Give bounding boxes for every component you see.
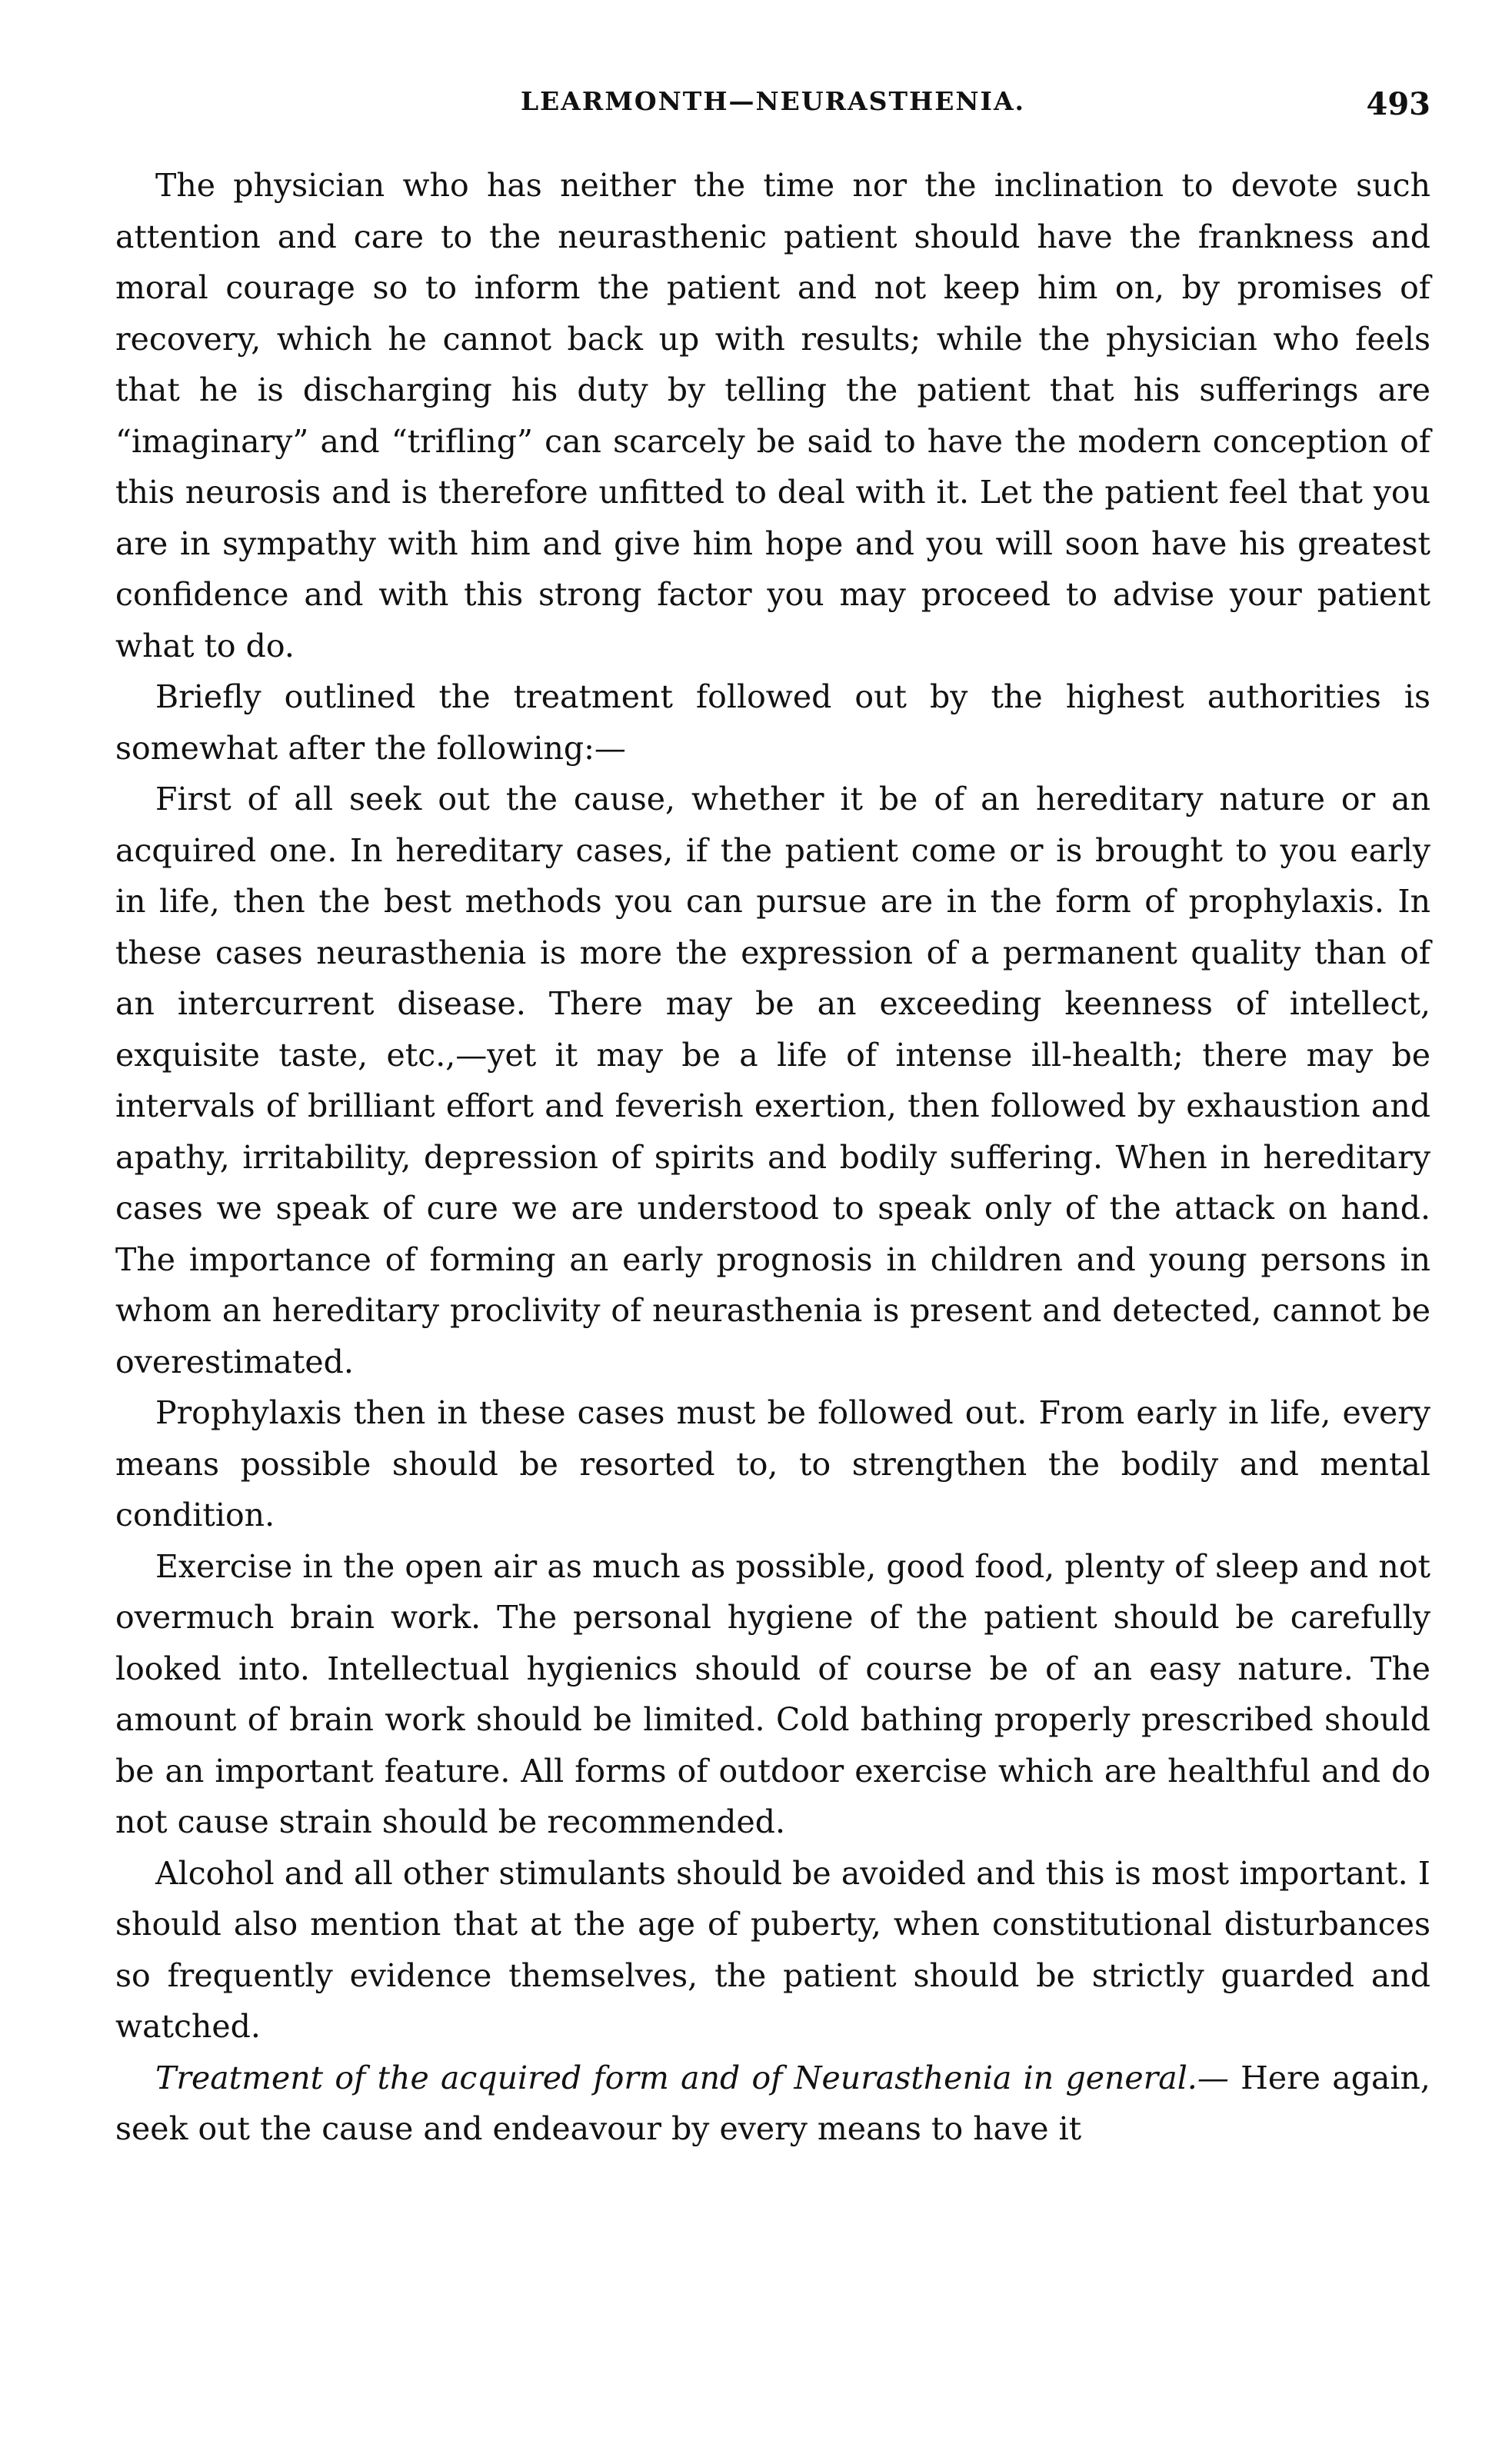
body-paragraph: The physician who has neither the time nor the inclination to devote such attention and care to the neurasthenic patient should have the frankness and moral courage so to inform the patient and not keep him on, by promises of recovery, which he cannot back up with results; while the physician who feels that he is discharging his duty by telling the patient that his sufferings are “imaginary” and “trifling” can scarcely be said to have the modern conception of this neurosis and is therefore unfitted to deal with it. Let the patient feel that you are in sympathy with him and give him hope and you will soon have his greatest confidence and with this strong factor you may proceed to advise your patient what to do.	[115, 167, 1430, 664]
section-heading: Treatment of the acquired form and of Neurasthenia in general.—	[155, 2059, 1229, 2096]
body-paragraph: Alcohol and all other stimulants should be avoided and this is most important. I should also mention that at the age of puberty, when constitutional disturbances so frequently evidence themselves, the patient should be strictly guarded and watched.	[115, 1854, 1430, 2045]
book-page	[115, 86, 1430, 2155]
section-body-text: Here again, seek out the cause and endeavour by every means to have it	[115, 2059, 1430, 2147]
running-head	[115, 86, 1430, 140]
body-paragraph: First of all seek out the cause, whether it be of an hereditary nature or an acquired one. In hereditary cases, if the patient come or is brought to you early in life, then the best methods you can pursue are in the form of prophylaxis. In these cases neurasthenia is more the expression of a permanent quality than of an intercurrent disease. There may be an exceeding keenness of intellect, exquisite taste, etc.,—yet it may be a life of intense ill-health; there may be intervals of brilliant effort and feverish exertion, then followed by exhaustion and apathy, irritability, depression of spirits and bodily suffering. When in hereditary cases we speak of cure we are understood to speak only of the attack on hand. The importance of forming an early prognosis in children and young persons in whom an hereditary proclivity of neurasthenia is present and detected, cannot be overestimated.	[115, 781, 1430, 1380]
body-paragraph: Exercise in the open air as much as possible, good food, plenty of sleep and not overmuch brain work. The personal hygiene of the patient should be carefully looked into. Intellectual hygienics should of course be of an easy nature. The amount of brain work should be limited. Cold bathing properly prescribed should be an important feature. All forms of outdoor exercise which are healthful and do not cause strain should be recommended.	[115, 1547, 1430, 1840]
page-number: 493	[1366, 86, 1430, 122]
body-paragraph: Briefly outlined the treatment followed out by the highest authorities is somewhat after the following:—	[115, 678, 1430, 767]
running-title: LEARMONTH—NEURASTHENIA.	[520, 86, 1026, 116]
section-paragraph	[115, 2053, 1430, 2155]
body-paragraph: Prophylaxis then in these cases must be followed out. From early in life, every means possible should be resorted to, to strengthen the bodily and mental condition.	[115, 1394, 1430, 1533]
